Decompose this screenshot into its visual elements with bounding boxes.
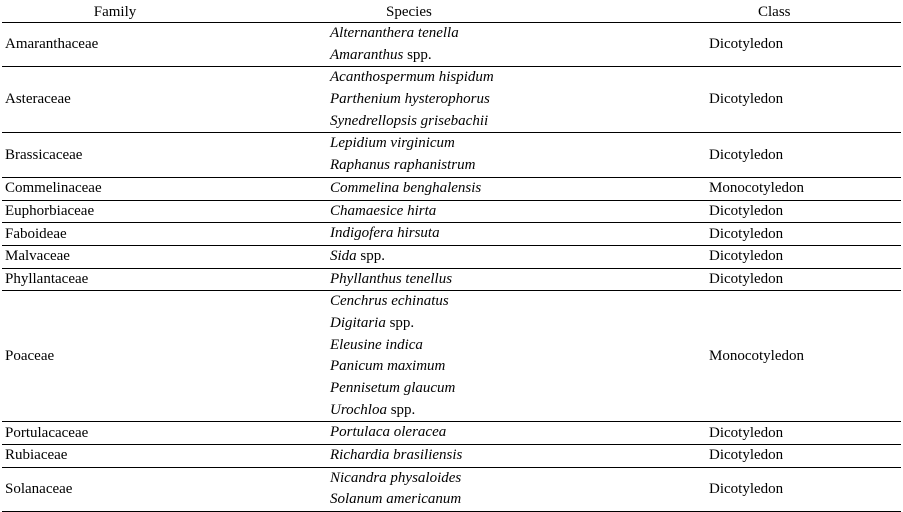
column-header-family: Family: [2, 2, 328, 23]
species-cell: [328, 67, 630, 133]
species-name: Sida: [330, 247, 357, 264]
species-name: Urochloa: [330, 401, 387, 418]
species-entry: [330, 155, 630, 177]
species-name: Cenchrus echinatus: [330, 293, 449, 310]
species-entry: [330, 335, 630, 357]
species-entry: [330, 291, 630, 313]
species-name: Chamaesice hirta: [330, 202, 437, 219]
species-name: Digitaria: [330, 314, 386, 331]
species-entry: [330, 489, 630, 511]
table-row: [2, 467, 901, 511]
family-cell: Malvaceae: [5, 248, 70, 265]
table-row: [2, 200, 901, 223]
species-name: Commelina benghalensis: [330, 179, 482, 196]
column-header-species: Species: [328, 2, 630, 23]
species-entry: [330, 269, 630, 291]
table-row: [2, 422, 901, 445]
species-name: Raphanus raphanistrum: [330, 157, 476, 174]
species-entry: [330, 89, 630, 111]
species-cell: [328, 291, 630, 422]
class-cell: Dicotyledon: [709, 36, 784, 53]
class-cell: Monocotyledon: [709, 347, 804, 364]
family-cell: Portulacaceae: [5, 424, 89, 441]
species-name: Richardia brasiliensis: [330, 447, 463, 464]
species-entry: [330, 400, 630, 422]
class-cell: Dicotyledon: [709, 424, 784, 441]
species-cell: [328, 177, 630, 200]
table-row: [2, 23, 901, 67]
class-cell: Dicotyledon: [709, 225, 784, 242]
family-cell: Faboideae: [5, 225, 67, 242]
table-row: [2, 177, 901, 200]
table-row: [2, 291, 901, 422]
family-cell: Poaceae: [5, 347, 55, 364]
species-name: Phyllanthus tenellus: [330, 270, 453, 287]
species-cell: [328, 133, 630, 177]
weed-species-table: [2, 2, 901, 512]
species-name: Synedrellopsis grisebachii: [330, 112, 489, 129]
family-cell: Brassicaceae: [5, 146, 83, 163]
species-suffix: spp.: [385, 314, 415, 331]
species-cell: [328, 268, 630, 291]
species-cell: [328, 467, 630, 511]
family-cell: Commelinaceae: [5, 180, 102, 197]
header-row: [2, 2, 901, 23]
species-name: Panicum maximum: [330, 358, 446, 375]
table-body: [2, 23, 901, 512]
family-cell: Amaranthaceae: [5, 36, 99, 53]
class-cell: Monocotyledon: [709, 180, 804, 197]
table-row: [2, 67, 901, 133]
table-row: [2, 223, 901, 246]
family-cell: Solanaceae: [5, 480, 73, 497]
species-entry: [330, 23, 630, 45]
species-name: Portulaca oleracea: [330, 424, 447, 441]
species-entry: [330, 111, 630, 133]
species-cell: [328, 245, 630, 268]
species-cell: [328, 23, 630, 67]
species-entry: [330, 313, 630, 335]
species-entry: [330, 223, 630, 245]
species-name: Pennisetum glaucum: [330, 380, 456, 396]
species-name: Lepidium virginicum: [330, 135, 455, 152]
species-suffix: spp.: [356, 247, 386, 264]
species-entry: [330, 356, 630, 378]
species-entry: [330, 133, 630, 155]
species-entry: [330, 468, 630, 490]
species-name: Indigofera hirsuta: [330, 225, 440, 242]
species-entry: [330, 67, 630, 89]
species-entry: [330, 201, 630, 223]
species-name: Acanthospermum hispidum: [330, 69, 494, 86]
class-cell: Dicotyledon: [709, 91, 784, 108]
species-name: Nicandra physaloides: [330, 469, 462, 486]
species-cell: [328, 445, 630, 468]
table-row: [2, 268, 901, 291]
class-cell: Dicotyledon: [709, 447, 784, 464]
species-name: Solanum americanum: [330, 491, 462, 508]
species-entry: [330, 422, 630, 444]
table-row: [2, 445, 901, 468]
table-header: [2, 2, 901, 23]
species-entry: [330, 445, 630, 467]
species-cell: [328, 200, 630, 223]
table-row: [2, 245, 901, 268]
family-cell: Euphorbiaceae: [5, 202, 95, 219]
species-suffix: spp.: [386, 401, 416, 418]
class-cell: Dicotyledon: [709, 202, 784, 219]
class-cell: Dicotyledon: [709, 480, 784, 497]
species-entry: [330, 45, 630, 67]
family-cell: Rubiaceae: [5, 447, 68, 464]
table-row: [2, 133, 901, 177]
class-cell: Dicotyledon: [709, 146, 784, 163]
species-name: Alternanthera tenella: [330, 25, 459, 41]
species-suffix: spp.: [403, 46, 432, 63]
species-entry: [330, 378, 630, 400]
species-cell: [328, 223, 630, 246]
species-name: Parthenium hysterophorus: [330, 91, 490, 108]
species-entry: [330, 178, 630, 200]
class-cell: Dicotyledon: [709, 270, 784, 287]
family-cell: Phyllantaceae: [5, 270, 89, 287]
species-entry: [330, 246, 630, 268]
species-name: Amaranthus: [330, 46, 404, 63]
column-header-class: Class: [630, 2, 901, 23]
species-cell: [328, 422, 630, 445]
class-cell: Dicotyledon: [709, 248, 784, 265]
family-cell: Asteraceae: [5, 91, 71, 108]
species-name: Eleusine indica: [330, 336, 423, 353]
